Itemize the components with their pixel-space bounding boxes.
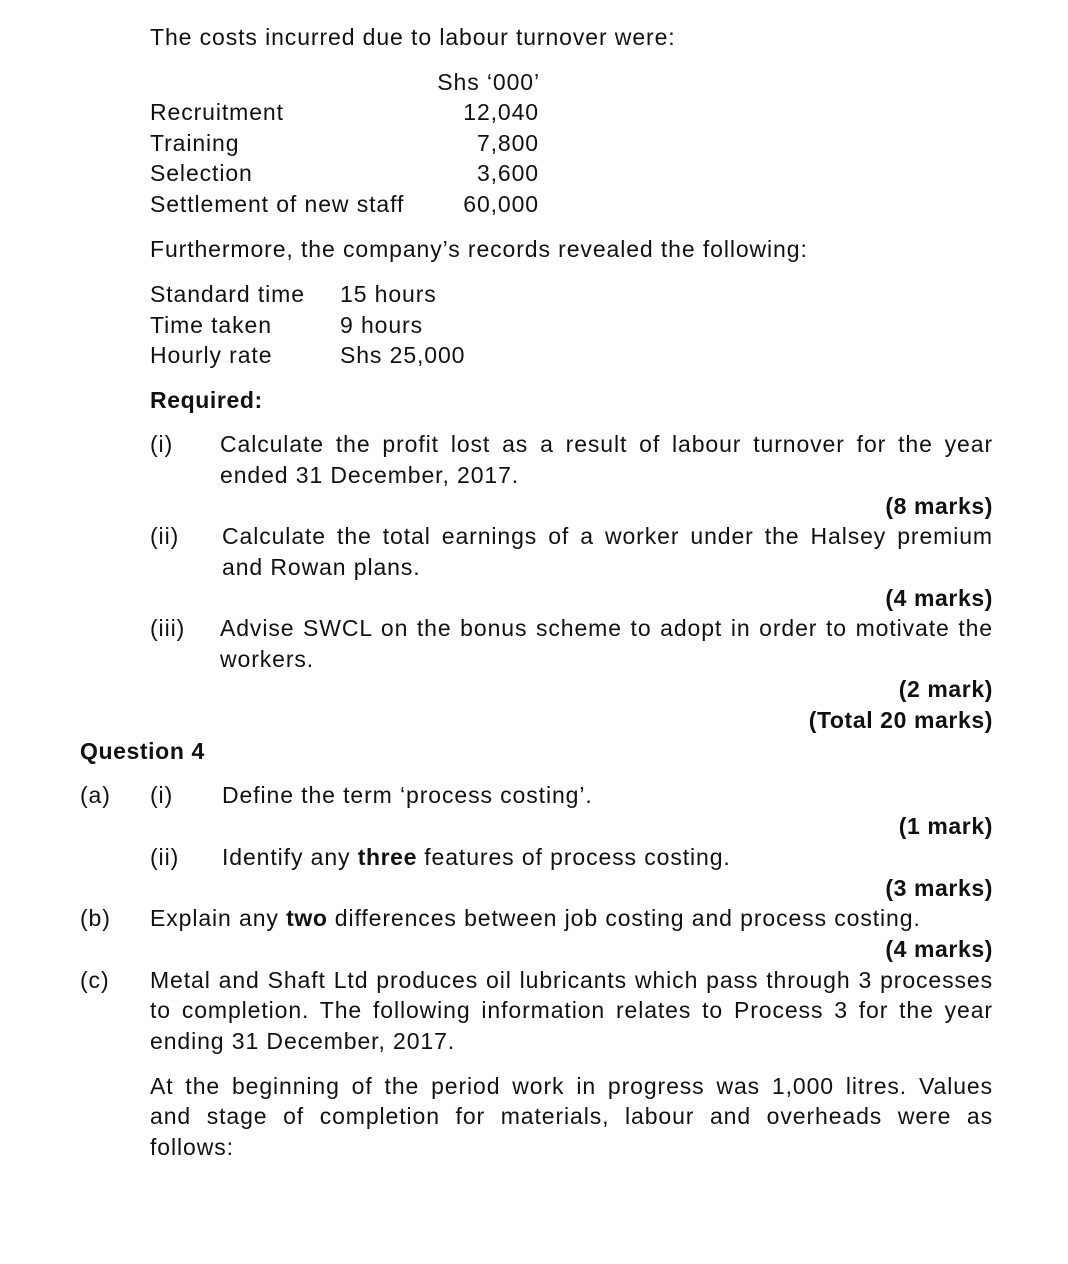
record-label-hourly-rate: Hourly rate bbox=[150, 342, 273, 368]
record-label-time-taken: Time taken bbox=[150, 312, 272, 338]
q4-part-b-label: (b) bbox=[80, 905, 111, 931]
intro-text: The costs incurred due to labour turnover were: bbox=[150, 24, 676, 50]
q3-part-ii-line2: and Rowan plans. bbox=[222, 554, 421, 580]
cost-label-training: Training bbox=[150, 130, 240, 156]
record-value-time-taken: 9 hours bbox=[340, 312, 424, 338]
q4a-i-marks: (1 mark) bbox=[898, 813, 993, 839]
cost-label-selection: Selection bbox=[150, 160, 253, 186]
q4c-para2-line3: follows: bbox=[150, 1134, 234, 1160]
q3-part-iii-marks: (2 mark) bbox=[898, 676, 993, 702]
q4c-line2: to completion. The following information relates to Process 3 for the year bbox=[150, 997, 993, 1023]
record-label-standard-time: Standard time bbox=[150, 281, 305, 307]
cost-label-settlement: Settlement of new staff bbox=[150, 191, 405, 217]
costs-table-header: Shs ‘000’ bbox=[437, 69, 540, 95]
q4c-para2-line1: At the beginning of the period work in progress was 1,000 litres. Values bbox=[150, 1073, 993, 1099]
q4b-text-after: differences between job costing and process costing. bbox=[327, 905, 921, 931]
q4a-ii-text-before: Identify any bbox=[222, 844, 358, 870]
q3-total-marks: (Total 20 marks) bbox=[808, 707, 993, 733]
q4a-ii-number: (ii) bbox=[150, 844, 180, 870]
q4a-ii-text-bold: three bbox=[357, 844, 417, 870]
cost-value-selection: 3,600 bbox=[476, 160, 539, 186]
q4c-para2-line2: and stage of completion for materials, labour and overheads were as bbox=[150, 1103, 993, 1129]
q4a-ii-marks: (3 marks) bbox=[885, 875, 993, 901]
cost-value-recruitment: 12,040 bbox=[463, 99, 539, 125]
q4b-text bbox=[150, 903, 921, 933]
question-4-heading: Question 4 bbox=[80, 738, 205, 764]
q3-part-iii-line1: Advise SWCL on the bonus scheme to adopt in order to motivate the bbox=[220, 615, 993, 641]
q3-part-iii-number: (iii) bbox=[150, 615, 186, 641]
q4b-text-before: Explain any bbox=[150, 905, 287, 931]
records-intro: Furthermore, the company’s records revealed the following: bbox=[150, 236, 808, 262]
q4-part-c-label: (c) bbox=[80, 967, 110, 993]
cost-value-settlement: 60,000 bbox=[463, 191, 539, 217]
q4c-line3: ending 31 December, 2017. bbox=[150, 1028, 456, 1054]
q4-part-a-label: (a) bbox=[80, 782, 111, 808]
q3-part-i-marks: (8 marks) bbox=[885, 493, 993, 519]
q3-part-iii-line2: workers. bbox=[220, 646, 315, 672]
q3-part-i-number: (i) bbox=[150, 431, 174, 457]
q3-part-ii-marks: (4 marks) bbox=[885, 585, 993, 611]
required-heading: Required: bbox=[150, 387, 263, 413]
q3-part-i-line1: Calculate the profit lost as a result of labour turnover for the year bbox=[220, 431, 993, 457]
cost-value-training: 7,800 bbox=[476, 130, 539, 156]
q4b-marks: (4 marks) bbox=[885, 936, 993, 962]
cost-label-recruitment: Recruitment bbox=[150, 99, 284, 125]
record-value-standard-time: 15 hours bbox=[340, 281, 437, 307]
q4a-i-text: Define the term ‘process costing’. bbox=[222, 782, 593, 808]
q4a-ii-text bbox=[222, 842, 731, 872]
q3-part-i-line2: ended 31 December, 2017. bbox=[220, 462, 520, 488]
record-value-hourly-rate: Shs 25,000 bbox=[340, 342, 466, 368]
q3-part-ii-number: (ii) bbox=[150, 523, 180, 549]
q4c-line1: Metal and Shaft Ltd produces oil lubricants which pass through 3 processes bbox=[150, 967, 993, 993]
q4a-i-number: (i) bbox=[150, 782, 174, 808]
q3-part-ii-line1: Calculate the total earnings of a worker under the Halsey premium bbox=[222, 523, 993, 549]
q4a-ii-text-after: features of process costing. bbox=[416, 844, 731, 870]
q4b-text-bold: two bbox=[286, 905, 328, 931]
